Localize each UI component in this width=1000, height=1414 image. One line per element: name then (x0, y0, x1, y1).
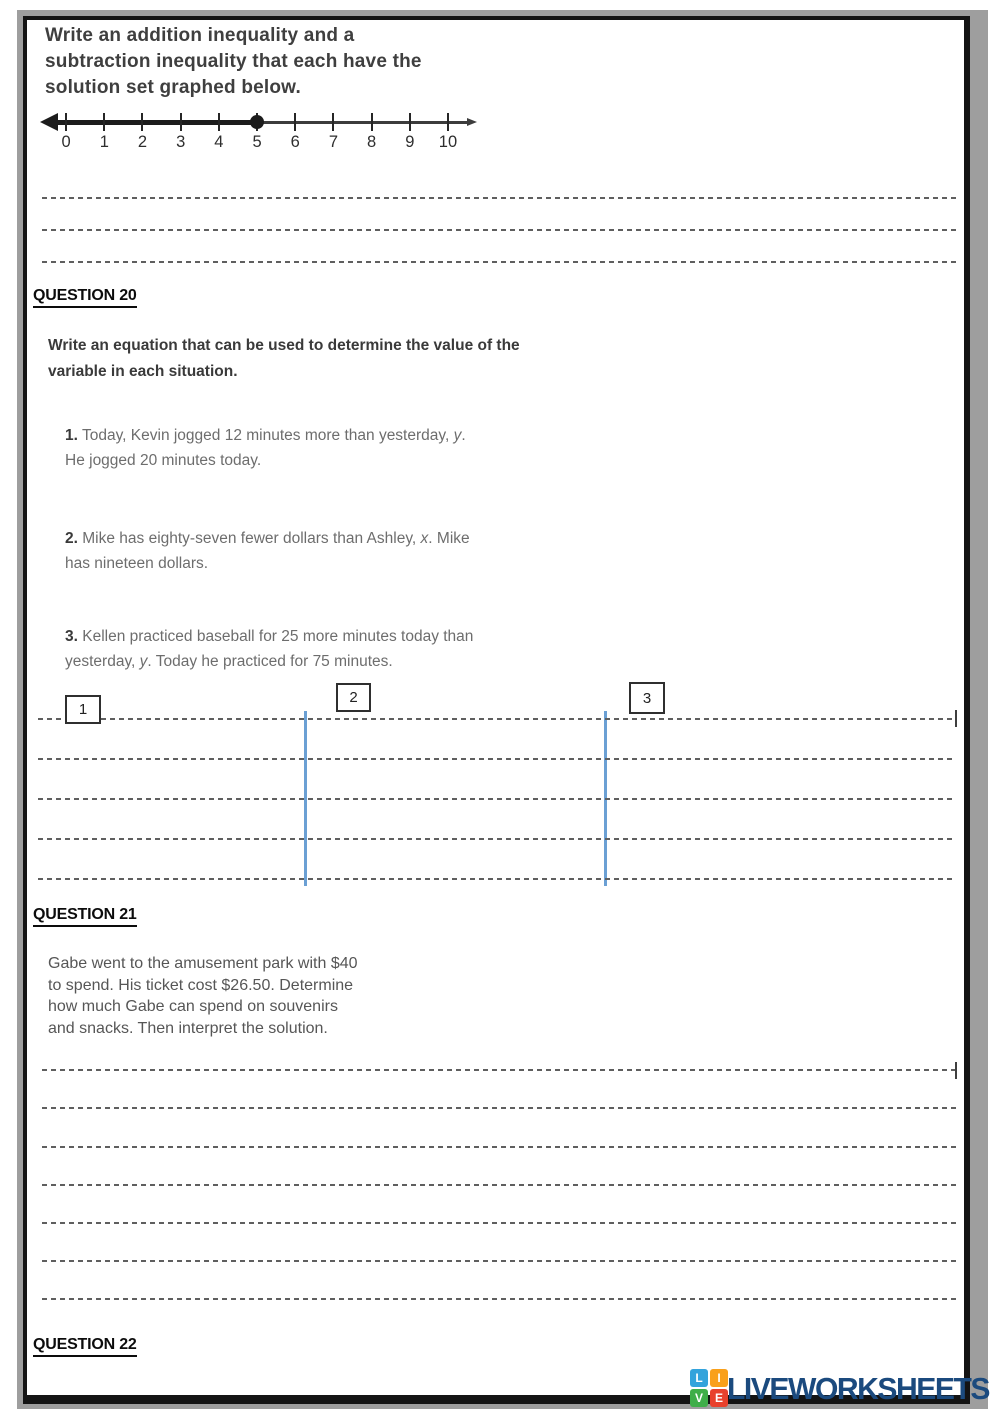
number-label: 5 (252, 133, 262, 151)
q20-item-3 (65, 624, 473, 674)
prompt-line: Write an addition inequality and a (45, 25, 355, 46)
item-number: 2. (65, 530, 78, 547)
prompt-line: solution set graphed below. (45, 77, 301, 98)
answer-line[interactable] (42, 1298, 956, 1300)
answer-line[interactable] (38, 798, 956, 800)
number-label: 8 (367, 133, 377, 151)
item-text: . Today he practiced for 75 minutes. (147, 653, 393, 670)
number-label: 1 (99, 133, 109, 151)
item-text: . Mike (428, 530, 470, 547)
answer-line[interactable] (38, 878, 956, 880)
number-line-right-arrow-icon (467, 118, 477, 126)
tick-mark (294, 113, 296, 131)
answer-line[interactable] (38, 718, 956, 720)
answer-line[interactable] (42, 1146, 956, 1148)
tick-mark (141, 113, 143, 131)
item-number: 3. (65, 628, 78, 645)
item-text: . (461, 427, 466, 444)
number-label: 0 (61, 133, 71, 151)
tick-mark (65, 113, 67, 131)
item-text: Today, Kevin jogged 12 minutes more than yesterday, (77, 427, 454, 444)
question-21-prompt (48, 953, 358, 1039)
intro-line: variable in each situation. (48, 363, 238, 380)
answer-line[interactable] (42, 1184, 956, 1186)
item-variable: y (453, 427, 462, 444)
number-label: 4 (214, 133, 224, 151)
tick-mark (180, 113, 182, 131)
tick-mark (332, 113, 334, 131)
inequality-prompt (45, 23, 422, 101)
liveworksheets-wordmark: LIVEWORKSHEETS (727, 1371, 989, 1406)
number-label: 10 (438, 133, 458, 151)
tick-mark (447, 113, 449, 131)
question-20-intro (48, 333, 520, 385)
answer-box-1[interactable]: 1 (65, 695, 101, 724)
number-line-labels (47, 133, 467, 152)
number-label: 9 (405, 133, 415, 151)
item-text: Kellen practiced baseball for 25 more minutes today than (77, 628, 474, 645)
q20-item-2 (65, 526, 470, 576)
question-22-heading: QUESTION 22 (33, 1336, 137, 1357)
tick-mark (103, 113, 105, 131)
tick-mark (371, 113, 373, 131)
prompt-line: subtraction inequality that each have the (45, 51, 422, 72)
answer-box-2[interactable]: 2 (336, 683, 371, 712)
question-21-heading: QUESTION 21 (33, 906, 137, 927)
item-variable: x (420, 530, 429, 547)
logo-letter-l: L (690, 1369, 708, 1387)
liveworksheets-logo-icon (690, 1369, 728, 1407)
text-cursor (955, 710, 957, 727)
answer-line[interactable] (42, 197, 958, 199)
tick-mark (409, 113, 411, 131)
logo-letter-e: E (710, 1389, 728, 1407)
number-label: 2 (137, 133, 148, 151)
item-text: has nineteen dollars. (65, 555, 209, 572)
text-cursor (955, 1062, 957, 1079)
answer-line[interactable] (42, 1222, 956, 1224)
item-text: He jogged 20 minutes today. (65, 452, 262, 469)
intro-line: Write an equation that can be used to determine the value of the (48, 337, 520, 354)
closed-point-at-5 (250, 115, 264, 129)
number-label: 7 (328, 133, 338, 151)
number-label: 3 (176, 133, 186, 151)
answer-box-3[interactable]: 3 (629, 682, 665, 714)
logo-letter-v: V (690, 1389, 708, 1407)
answer-line[interactable] (38, 838, 956, 840)
item-variable: y (139, 653, 148, 670)
prompt-line: and snacks. Then interpret the solution. (48, 1019, 328, 1037)
logo-letter-i: I (710, 1369, 728, 1387)
prompt-line: to spend. His ticket cost $26.50. Determine (48, 976, 354, 994)
prompt-line: Gabe went to the amusement park with $40 (48, 955, 358, 972)
tick-mark (218, 113, 220, 131)
answer-line[interactable] (42, 1107, 956, 1109)
number-label: 6 (290, 133, 300, 151)
item-text: Mike has eighty-seven fewer dollars than Ashley, (77, 530, 421, 547)
answer-line[interactable] (42, 1069, 956, 1071)
answer-line[interactable] (42, 261, 958, 263)
q20-item-1 (65, 423, 466, 473)
answer-line[interactable] (42, 229, 958, 231)
question-20-heading: QUESTION 20 (33, 287, 137, 308)
answer-line[interactable] (38, 758, 956, 760)
item-number: 1. (65, 427, 78, 444)
prompt-line: how much Gabe can spend on souvenirs (48, 998, 338, 1015)
item-text: yesterday, (65, 653, 140, 670)
answer-line[interactable] (42, 1260, 956, 1262)
